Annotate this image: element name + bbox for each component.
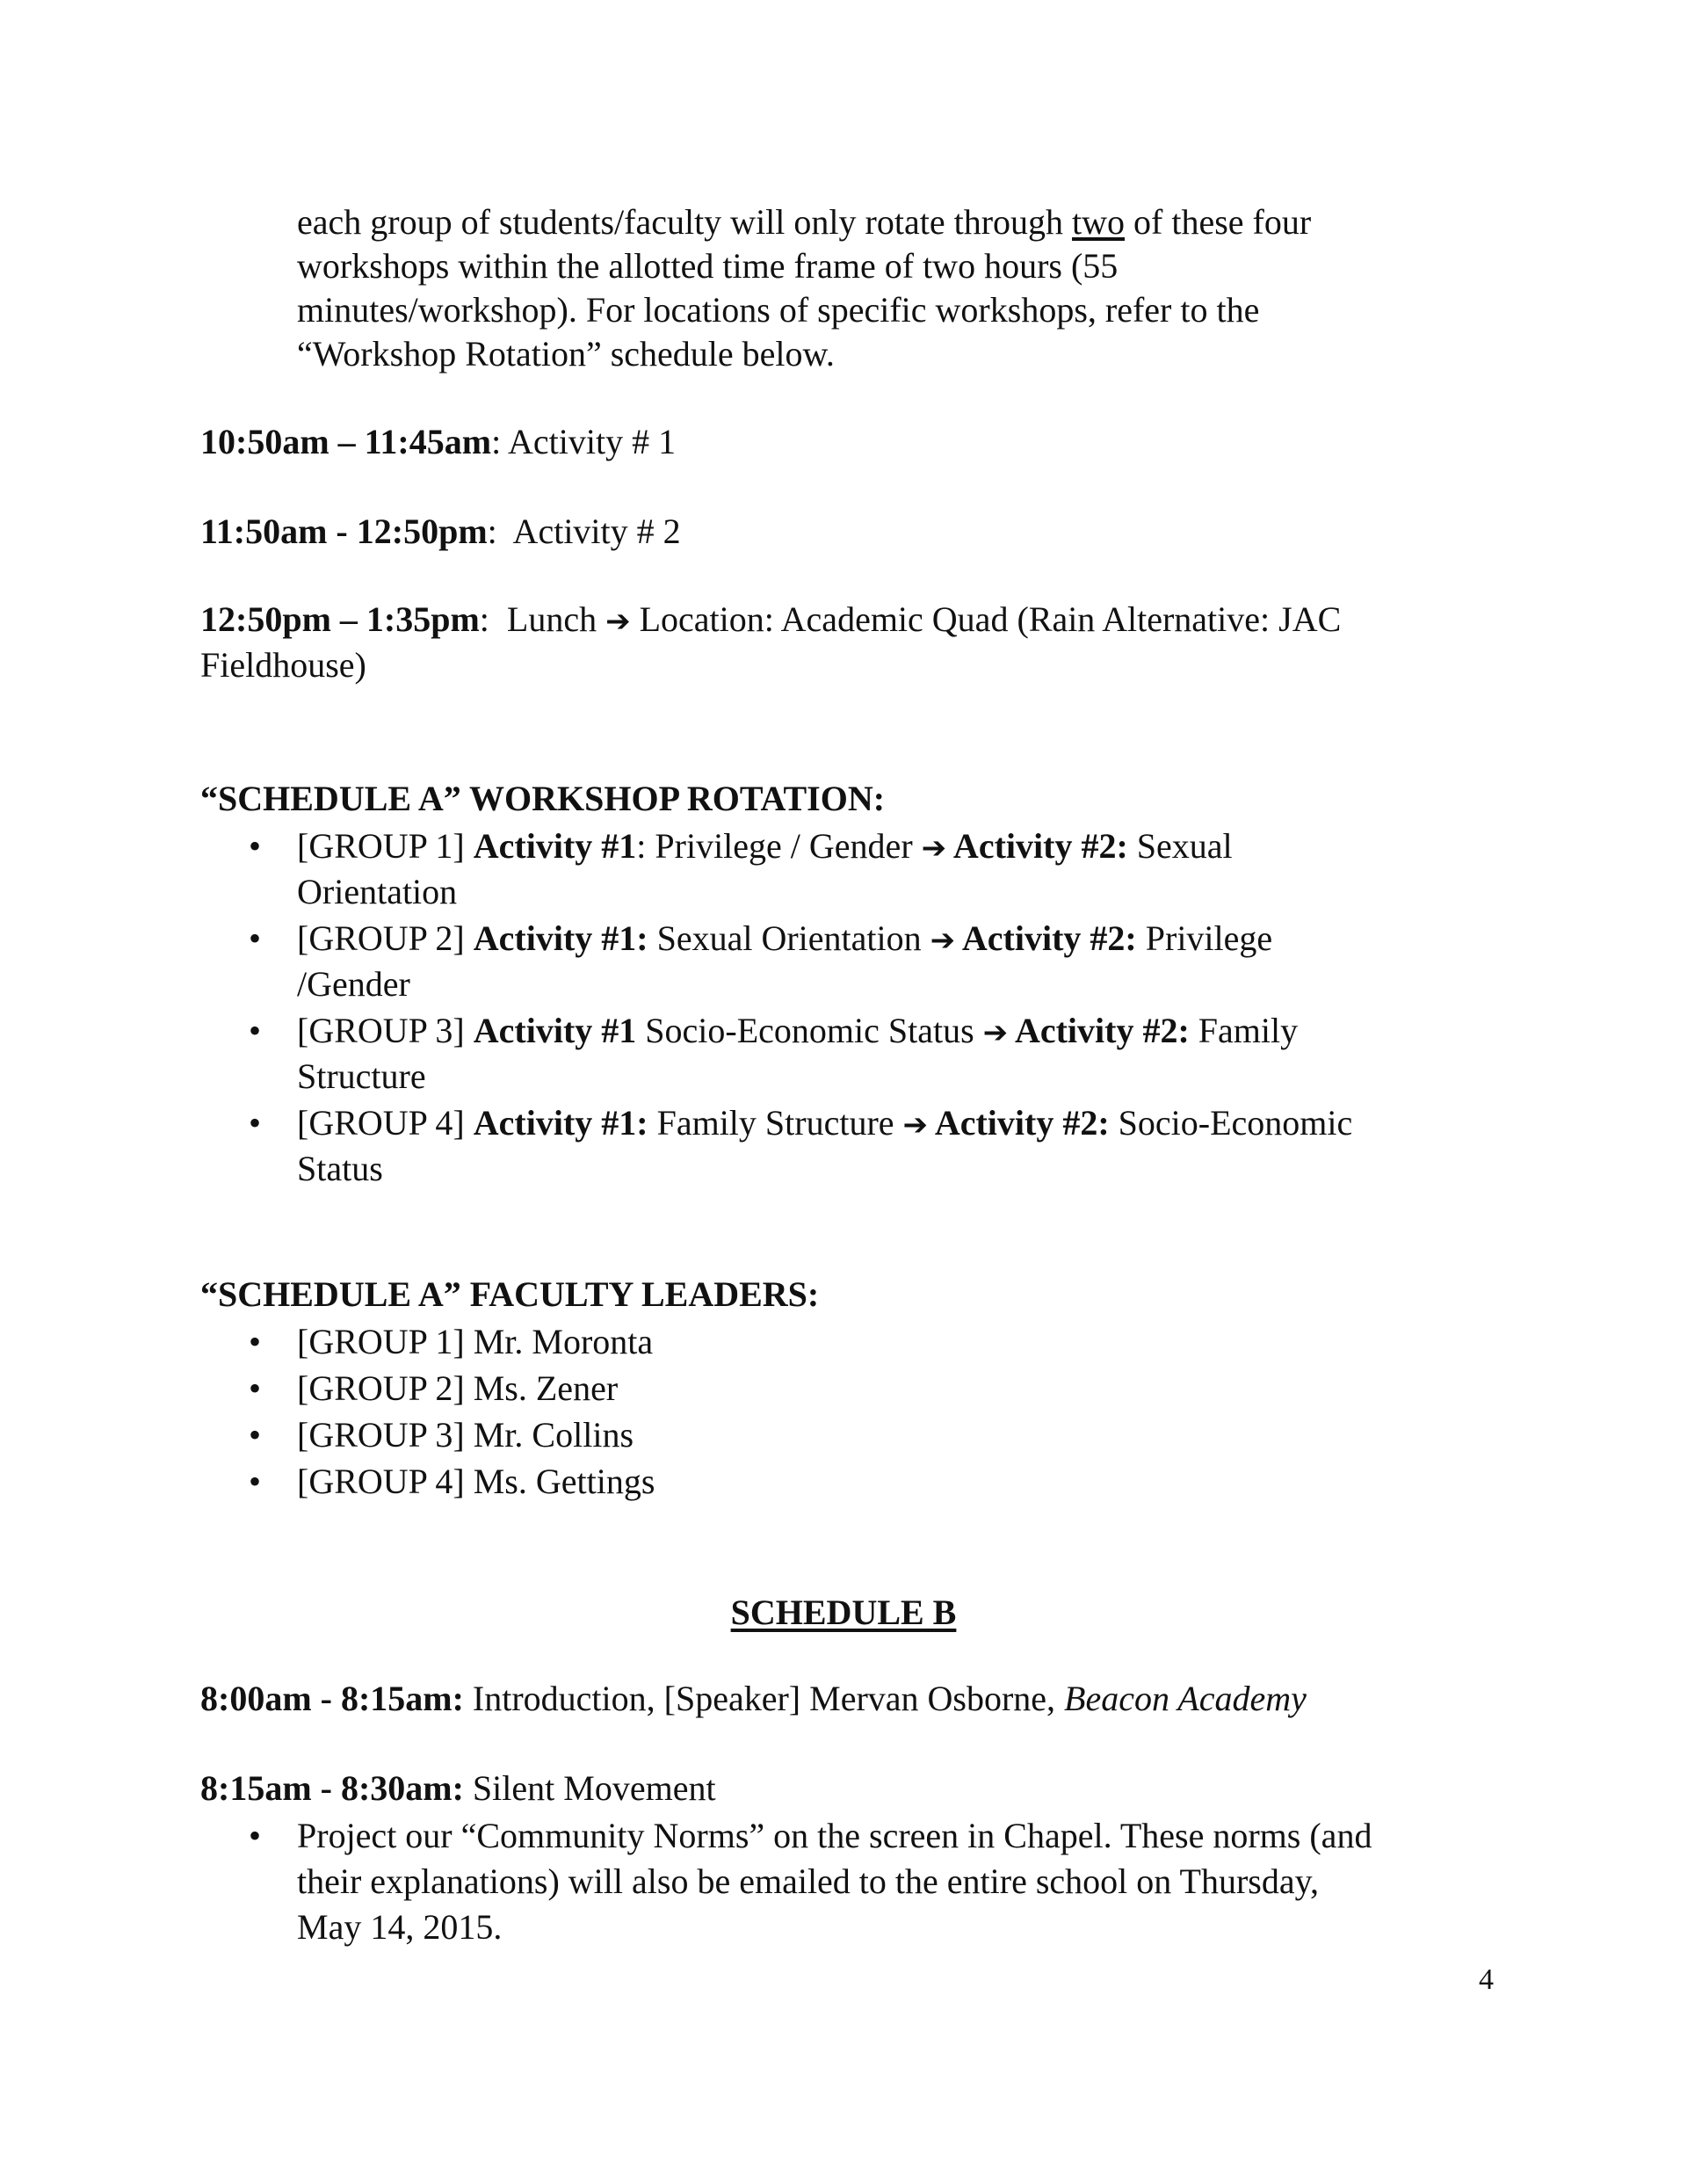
time-label: 10:50am – 11:45am — [200, 422, 492, 461]
list-item: • Project our “Community Norms” on the screen in Chapel. These norms (and their explanations) will also be emailed to the entire school on Thursday, May 14, 2015. — [200, 1813, 1492, 1950]
page-number: 4 — [1479, 1963, 1494, 1996]
bullet-icon: • — [248, 918, 261, 958]
time-label: 12:50pm – 1:35pm — [200, 599, 480, 639]
list-item: • [GROUP 1] Mr. Moronta — [200, 1318, 1492, 1365]
intro-line-2: workshops within the allotted time frame of two hours (55 — [297, 246, 1119, 286]
arrow-right-icon: ➔ — [902, 1107, 929, 1143]
schedule-b-entry-introduction — [200, 1677, 1492, 1721]
bullet-icon: • — [248, 1322, 261, 1361]
time-entry-text: Silent Movement — [463, 1768, 716, 1808]
time-entry-activity-2: 11:50am - 12:50pm: Activity # 2 — [200, 512, 681, 551]
list-item: • [GROUP 3] Activity #1 Socio-Economic Status ➔ Activity #2: Family Structure — [200, 1009, 1492, 1099]
bullet-icon: • — [248, 1368, 261, 1408]
time-label: 11:50am - 12:50pm — [200, 512, 488, 551]
intro-line-3: minutes/workshop). For locations of specific workshops, refer to the — [297, 290, 1260, 330]
intro-line-1 — [297, 200, 1492, 244]
list-item: • [GROUP 4] Ms. Gettings — [200, 1458, 1492, 1505]
school-name: Beacon Academy — [1064, 1679, 1307, 1718]
time-entry-text: Introduction, [Speaker] Mervan Osborne, — [463, 1679, 1065, 1718]
intro-paragraph — [297, 200, 1492, 376]
bullet-icon: • — [248, 1462, 261, 1501]
faculty-leaders-heading: “SCHEDULE A” FACULTY LEADERS: — [200, 1274, 820, 1314]
time-entry-text: Lunch — [489, 599, 606, 639]
intro-line-1-post: of these four — [1125, 202, 1312, 242]
arrow-right-icon: ➔ — [605, 604, 631, 639]
time-label: 8:00am - 8:15am: — [200, 1679, 464, 1718]
bullet-icon: • — [248, 826, 261, 866]
list-item: • [GROUP 2] Activity #1: Sexual Orientation ➔ Activity #2: Privilege /Gender — [200, 917, 1492, 1006]
bullet-icon: • — [248, 1103, 261, 1143]
list-item: • [GROUP 3] Mr. Collins — [200, 1411, 1492, 1458]
arrow-right-icon: ➔ — [982, 1015, 1009, 1050]
schedule-b-entry-silent-movement — [200, 1767, 1492, 1810]
bullet-icon: • — [248, 1011, 261, 1050]
intro-line-4: “Workshop Rotation” schedule below. — [297, 334, 835, 374]
list-item: • [GROUP 4] Activity #1: Family Structure ➔ Activity #2: Socio-Economic Status — [200, 1101, 1492, 1191]
time-entry-lunch: 12:50pm – 1:35pm: Lunch ➔ Location: Academic Quad (Rain Alternative: JAC Fieldhouse) — [200, 598, 1492, 687]
lunch-location-text-cont: Fieldhouse) — [200, 645, 366, 685]
intro-underlined-word: two — [1072, 202, 1126, 242]
list-item: • [GROUP 2] Ms. Zener — [200, 1365, 1492, 1411]
arrow-right-icon: ➔ — [930, 923, 956, 958]
intro-line-1-pre: each group of students/faculty will only rotate through — [297, 202, 1073, 242]
time-entry-activity-1: 10:50am – 11:45am: Activity # 1 — [200, 422, 677, 461]
bullet-icon: • — [248, 1816, 261, 1855]
workshop-rotation-heading: “SCHEDULE A” WORKSHOP ROTATION: — [200, 779, 886, 818]
arrow-right-icon: ➔ — [921, 831, 947, 866]
workshop-rotation-list — [200, 824, 1492, 1191]
lunch-location-text: Location: Academic Quad (Rain Alternative: JAC — [630, 599, 1342, 639]
schedule-b-heading: SCHEDULE B — [730, 1593, 957, 1632]
silent-movement-list — [200, 1813, 1492, 1950]
list-item: • [GROUP 1] Activity #1: Privilege / Gender ➔ Activity #2: Sexual Orientation — [200, 824, 1492, 914]
time-entry-text: Activity # 2 — [496, 512, 681, 551]
time-label: 8:15am - 8:30am: — [200, 1768, 464, 1808]
bullet-icon: • — [248, 1415, 261, 1455]
time-entry-text: Activity # 1 — [501, 422, 677, 461]
faculty-leaders-list — [200, 1318, 1492, 1505]
